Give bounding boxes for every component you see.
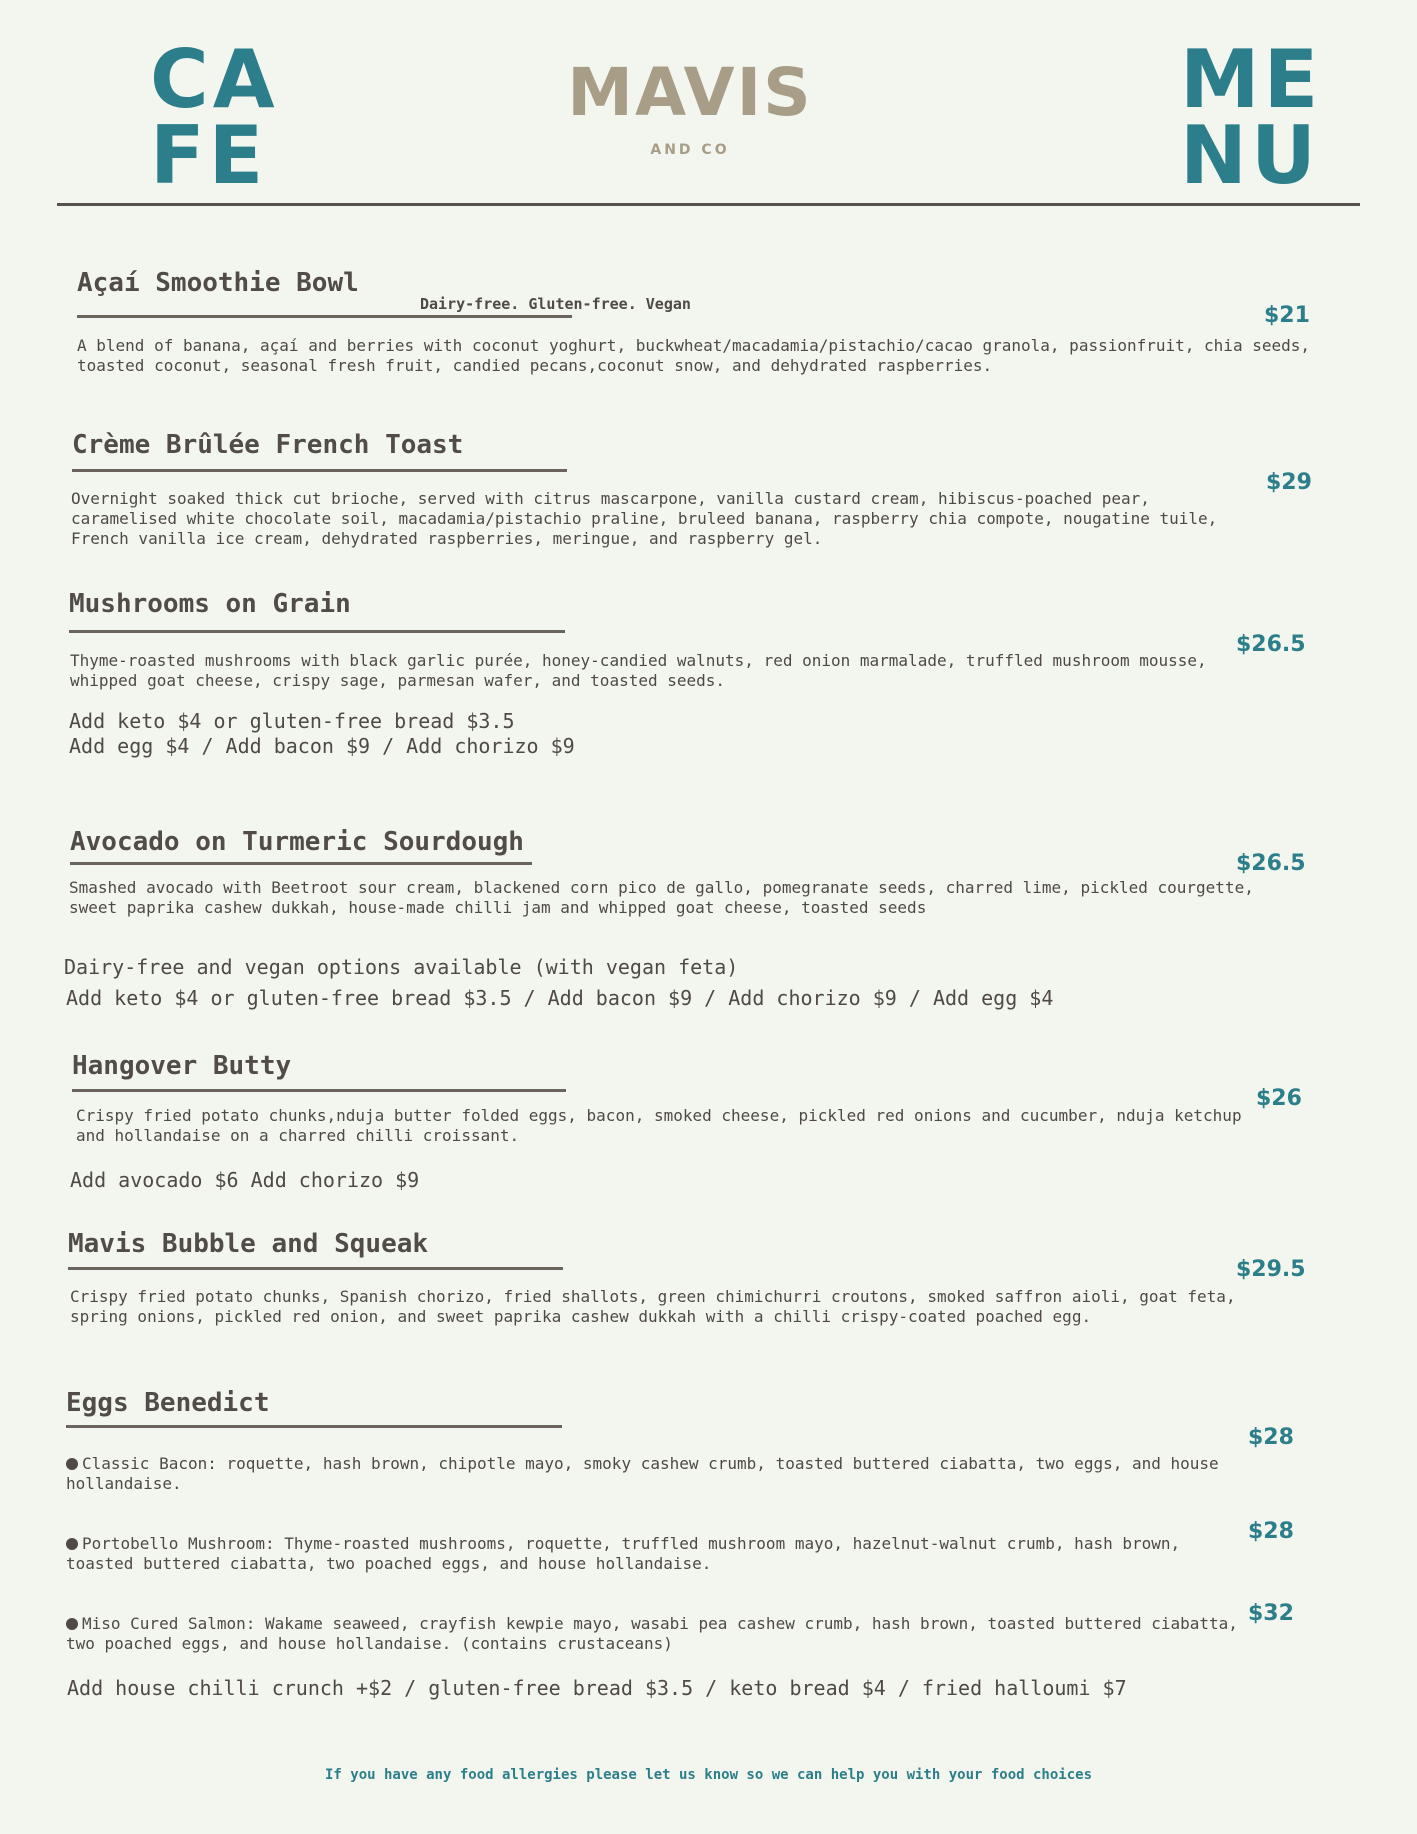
- item-description: A blend of banana, açaí and berries with coconut yoghurt, buckwheat/macadamia/pistachio/cacao granola, passionfruit, chia seeds, toasted coconut, seasonal fresh fruit, candied pecans,coconut snow, and dehydrated raspberries.: [77, 336, 1310, 375]
- item-addon-line: Add keto $4 or gluten-free bread $3.5 / Add bacon $9 / Add chorizo $9 / Add egg $4: [66, 986, 1054, 1010]
- header-divider: [57, 203, 1360, 206]
- option-price: $32: [1248, 1601, 1294, 1626]
- item-underline: [72, 469, 567, 472]
- item-underline: [66, 1425, 562, 1428]
- option-text: Miso Cured Salmon: Wakame seaweed, crayfish kewpie mayo, wasabi pea cashew crumb, hash brown, toasted buttered ciabatta, two poached eggs, and house hollandaise. (contains crustaceans): [66, 1614, 1238, 1653]
- cafe-line-1: CA: [150, 33, 279, 126]
- option-text: Classic Bacon: roquette, hash brown, chipotle mayo, smoky cashew crumb, toasted buttered ciabatta, two eggs, and house hollandaise.: [66, 1454, 1219, 1493]
- benedict-option-portobello: [66, 1534, 1246, 1574]
- menu-logo-text: [1180, 33, 1323, 202]
- allergy-notice: If you have any food allergies please let us know so we can help you with your food choices: [324, 1767, 1092, 1783]
- item-price: $26: [1256, 1086, 1302, 1111]
- item-underline: [69, 630, 565, 633]
- item-addon-line: Add egg $4 / Add bacon $9 / Add chorizo $9: [69, 734, 575, 758]
- item-title-hangover-butty: Hangover Butty: [72, 1051, 292, 1081]
- item-title-eggs-benedict: Eggs Benedict: [66, 1388, 270, 1418]
- menu-line-2: NU: [1180, 109, 1320, 202]
- item-price: $26.5: [1236, 851, 1306, 876]
- item-title-mushrooms: Mushrooms on Grain: [69, 589, 351, 619]
- benedict-option-classic-bacon: [66, 1454, 1271, 1494]
- item-addon-line: Add keto $4 or gluten-free bread $3.5: [69, 709, 515, 733]
- bullet-icon: [66, 1538, 78, 1550]
- cafe-logo-text: [150, 33, 279, 202]
- bullet-icon: [66, 1458, 78, 1470]
- menu-line-1: ME: [1180, 33, 1323, 126]
- item-title-acai: Açaí Smoothie Bowl: [77, 268, 359, 298]
- item-description: Smashed avocado with Beetroot sour cream, blackened corn pico de gallo, pomegranate seeds, charred lime, pickled courgette, sweet paprika cashew dukkah, house-made chilli jam and whipped goat cheese, toasted seeds: [69, 878, 1254, 917]
- brand-subtitle: AND CO: [650, 142, 730, 158]
- item-title-french-toast: Crème Brûlée French Toast: [72, 430, 464, 460]
- option-price: $28: [1248, 1425, 1294, 1450]
- option-text: Portobello Mushroom: Thyme-roasted mushrooms, roquette, truffled mushroom mayo, hazelnut-walnut crumb, hash brown, toasted buttered ciabatta, two poached eggs, and house hollandaise.: [66, 1534, 1181, 1573]
- item-title-avocado: Avocado on Turmeric Sourdough: [70, 827, 524, 857]
- item-price: $29: [1266, 470, 1312, 495]
- item-description: Thyme-roasted mushrooms with black garlic purée, honey-candied walnuts, red onion marmalade, truffled mushroom mousse, whipped goat cheese, crispy sage, parmesan wafer, and toasted seeds.: [70, 651, 1207, 690]
- item-price: $21: [1264, 303, 1310, 328]
- item-underline: [72, 1089, 566, 1092]
- item-addon-line: Add avocado $6 Add chorizo $9: [70, 1168, 420, 1192]
- option-price: $28: [1248, 1519, 1294, 1544]
- item-description: Overnight soaked thick cut brioche, served with citrus mascarpone, vanilla custard cream, hibiscus-poached pear, caramelised white chocolate soil, macadamia/pistachio praline, bruleed banana, raspberry chia compote, nougatine tuile, French vanilla ice cream, dehydrated raspberries, meringue, and raspberry gel.: [71, 489, 1218, 548]
- item-price: $29.5: [1236, 1257, 1306, 1282]
- cafe-line-2: FE: [150, 109, 268, 202]
- item-addon-line: Add house chilli crunch +$2 / gluten-free bread $3.5 / keto bread $4 / fried halloumi $7: [67, 1676, 1127, 1700]
- item-underline: [68, 1267, 563, 1270]
- bullet-icon: [66, 1618, 78, 1630]
- item-title-bubble-squeak: Mavis Bubble and Squeak: [68, 1229, 429, 1259]
- brand-name: MAVIS: [567, 54, 813, 131]
- item-description: Crispy fried potato chunks,nduja butter folded eggs, bacon, smoked cheese, pickled red onions and cucumber, nduja ketchup and hollandaise on a charred chilli croissant.: [76, 1106, 1242, 1145]
- item-description: Crispy fried potato chunks, Spanish chorizo, fried shallots, green chimichurri croutons, smoked saffron aioli, goat feta, spring onions, pickled red onion, and sweet paprika cashew dukkah with a chilli crispy-coated poached egg.: [70, 1287, 1236, 1326]
- benedict-option-miso-salmon: [66, 1614, 1246, 1654]
- item-underline: [70, 862, 532, 865]
- item-underline: [77, 315, 572, 318]
- item-diet-tag: Dairy-free. Gluten-free. Vegan: [420, 295, 691, 313]
- item-addon-line: Dairy-free and vegan options available (with vegan feta): [64, 955, 739, 979]
- item-price: $26.5: [1236, 632, 1306, 657]
